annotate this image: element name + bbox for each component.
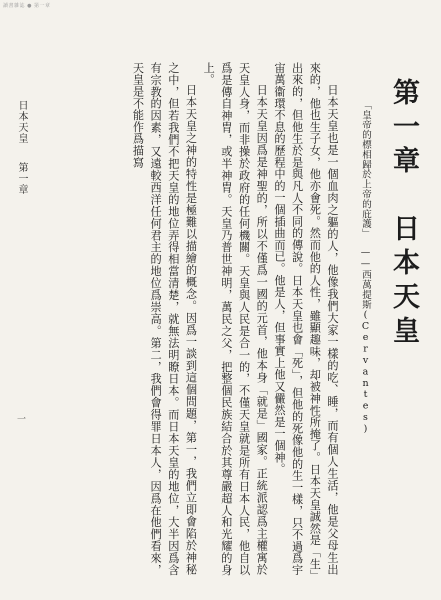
epigraph-quote: 「皇帝的標相歸於上帝的庇護」 bbox=[360, 100, 371, 239]
page-number: 一 bbox=[17, 415, 27, 425]
running-head bbox=[14, 100, 28, 195]
paragraph: 日本天皇因爲是神聖的，所以不僅爲一國的元首，他本身「就是」國家。正統派認爲主權寓於天皇人身，而非操於政府的任何機關。天皇與人民是合一的，不僅天皇就是所有日本人民，他自以爲是傳自神胄，或半神胄。天皇乃普世神明，萬民之父，把整個民族結合於其尊嚴超人和光耀的身上。 bbox=[202, 62, 269, 576]
epigraph-attribution: ——西萬提斯(Cervantes) bbox=[360, 246, 371, 435]
paragraph: 日本天皇也是一個血肉之軀的人，他像我們大家一樣的吃、睡，而有個人生活，他是父母生出來的，他也生子女，他亦會死。然而他的人性，雖顯趣味，却被神性所掩了。日本天皇誠然是「生」出來的，但他生於是與凡人不同的傳說。日本天皇也會「死」，但他的死像他的生一樣，只不過爲宇宙萬衞環不息的歷程中的一個插曲而已。他是人，但事實上他又儼然是一個神。 bbox=[272, 62, 339, 576]
running-head-chapter: 第一章 bbox=[16, 162, 27, 195]
epigraph bbox=[359, 100, 371, 434]
scan-watermark: 讀書雜誌 ● 第一章 bbox=[3, 3, 51, 9]
body-text bbox=[129, 62, 341, 576]
paragraph: 日本天皇之神的特性是極難以描繪的概念。因爲一談到這個問題，第一，我們立即會陷於神秘之中，但若我們不把天皇的地位弄得相當清楚，就無法明瞭日本。而日本天皇的地位，大半因爲含有宗教的因素，又遠較西洋任何君主的地位爲崇高。第二，我們會得罪日本人，因爲在他們看來，天皇是不能作爲描寫 bbox=[131, 62, 198, 576]
running-head-title: 日本天皇 bbox=[16, 100, 27, 144]
chapter-title: 第一章 日本天皇 bbox=[388, 78, 419, 350]
